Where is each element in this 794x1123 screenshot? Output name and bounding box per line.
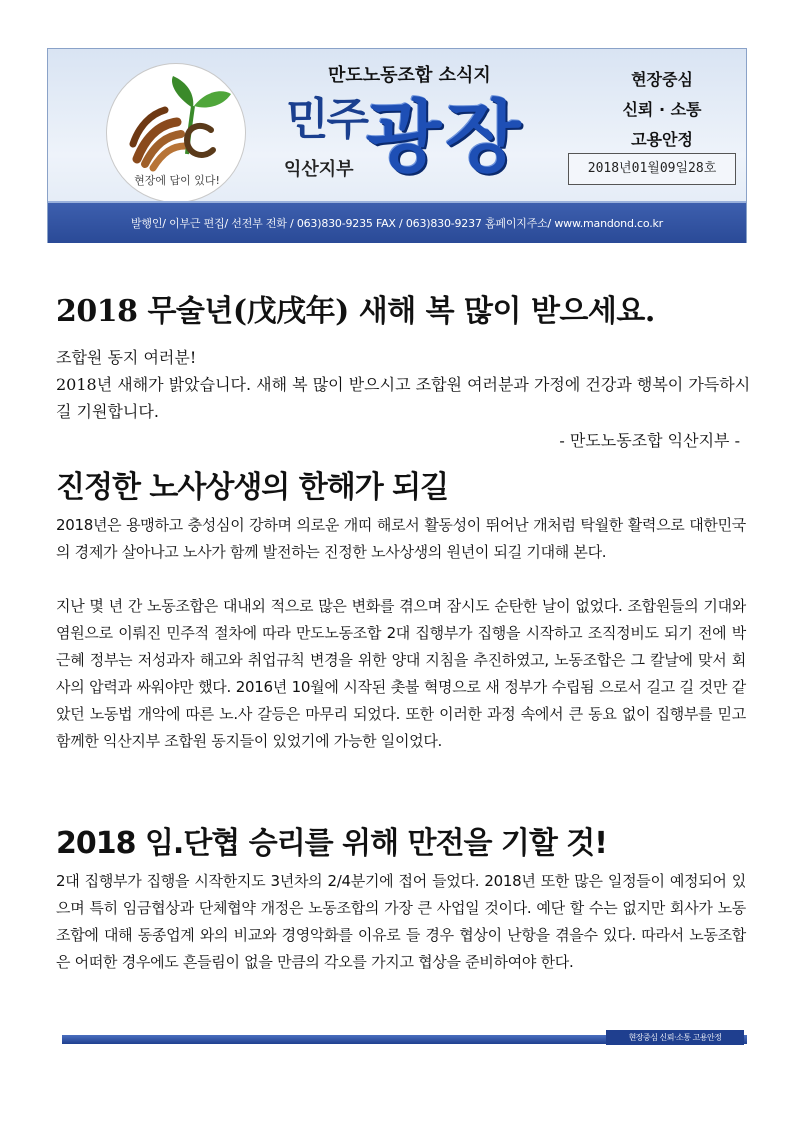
footer-slogan: 현장중심 신뢰·소통 고용안정 <box>606 1030 744 1045</box>
coexistence-paragraph-1: 2018년은 용맹하고 충성심이 강하며 의로운 개띠 해로서 활동성이 뛰어난 개처럼 탁월한 활력으로 대한민국의 경제가 살아나고 노사가 함께 발전하는 진정한 노사상생의 원년이 되길 기대해 본다. <box>56 516 746 561</box>
negotiation-paragraph: 2대 집행부가 집행을 시작한지도 3년차의 2/4분기에 접어 들었다. 2018년 또한 많은 일정들이 예정되어 있으며 특히 임금협상과 단체협약 개정은 노동조합의 가장 큰 사업일 것이다. 예단 할 수는 없지만 회사가 노동조합에 대해 동종업계 와의 비교와 경영악화를 이유로 들 경우 협상이 난항을 겪을수 있다. 따라서 노동조합은 어떠한 경우에도 흔들림이 없을 만큼의 각오를 가지고 협상을 준비하여야 한다. <box>56 872 746 971</box>
masthead <box>47 48 747 243</box>
issue-date: 2018년01월09일28호 <box>568 153 736 185</box>
union-logo <box>106 63 246 203</box>
slogan-list <box>596 65 728 155</box>
new-year-heading: 2018 무술년(戊戌年) 새해 복 많이 받으세요. <box>56 294 655 329</box>
greeting-text: 조합원 동지 여러분! <box>56 348 197 367</box>
title-minju: 민주 <box>286 94 368 145</box>
signature: - 만도노동조합 익산지부 - <box>559 431 740 450</box>
newsletter-subtitle: 만도노동조합 소식지 <box>328 65 491 86</box>
publisher-info-bar: 발행인/ 이부근 편집/ 선전부 전화 / 063)830-9235 FAX / 063)830-9237 홈페이지주소/ www.mandond.co.kr <box>48 201 746 243</box>
slogan-item: 고용안정 <box>631 130 693 149</box>
coexistence-paragraph-2: 지난 몇 년 간 노동조합은 대내외 적으로 많은 변화를 겪으며 잠시도 순탄한 날이 없었다. 조합원들의 기대와 염원으로 이뤄진 민주적 절차에 따라 만도노동조합 2대 집행부가 집행을 시작하고 조직정비도 되기 전에 박근혜 정부는 저성과자 해고와 취업규칙 변경을 위한 양대 지침을 추진하였고, 노동조합은 그 칼날에 맞서 회사의 압력과 싸워야만 했다. 2016년 10월에 시작된 촛불 혁명으로 새 정부가 수립됨 으로서 길고 길 것만 같았던 노동법 개악에 따른 노.사 갈등은 마무리 되었다. 또한 이러한 과정 속에서 큰 동요 없이 집행부를 믿고 함께한 익산지부 조합원 동지들이 있었기에 가능한 일이었다. <box>56 597 746 750</box>
negotiation-heading: 2018 임.단협 승리를 위해 만전을 기할 것! <box>56 826 607 861</box>
slogan-item: 신뢰 · 소통 <box>622 100 702 119</box>
logo-caption: 현장에 답이 있다! <box>134 174 220 187</box>
branch-name: 익산지부 <box>284 159 354 180</box>
coexistence-heading: 진정한 노사상생의 한해가 되길 <box>56 470 449 505</box>
slogan-item: 현장중심 <box>631 70 693 89</box>
title-gwangjang: 광장 <box>366 93 525 183</box>
new-year-message: 2018년 새해가 밝았습니다. 새해 복 많이 받으시고 조합원 여러분과 가정에 건강과 행복이 가득하시길 기원합니다. <box>56 375 751 421</box>
